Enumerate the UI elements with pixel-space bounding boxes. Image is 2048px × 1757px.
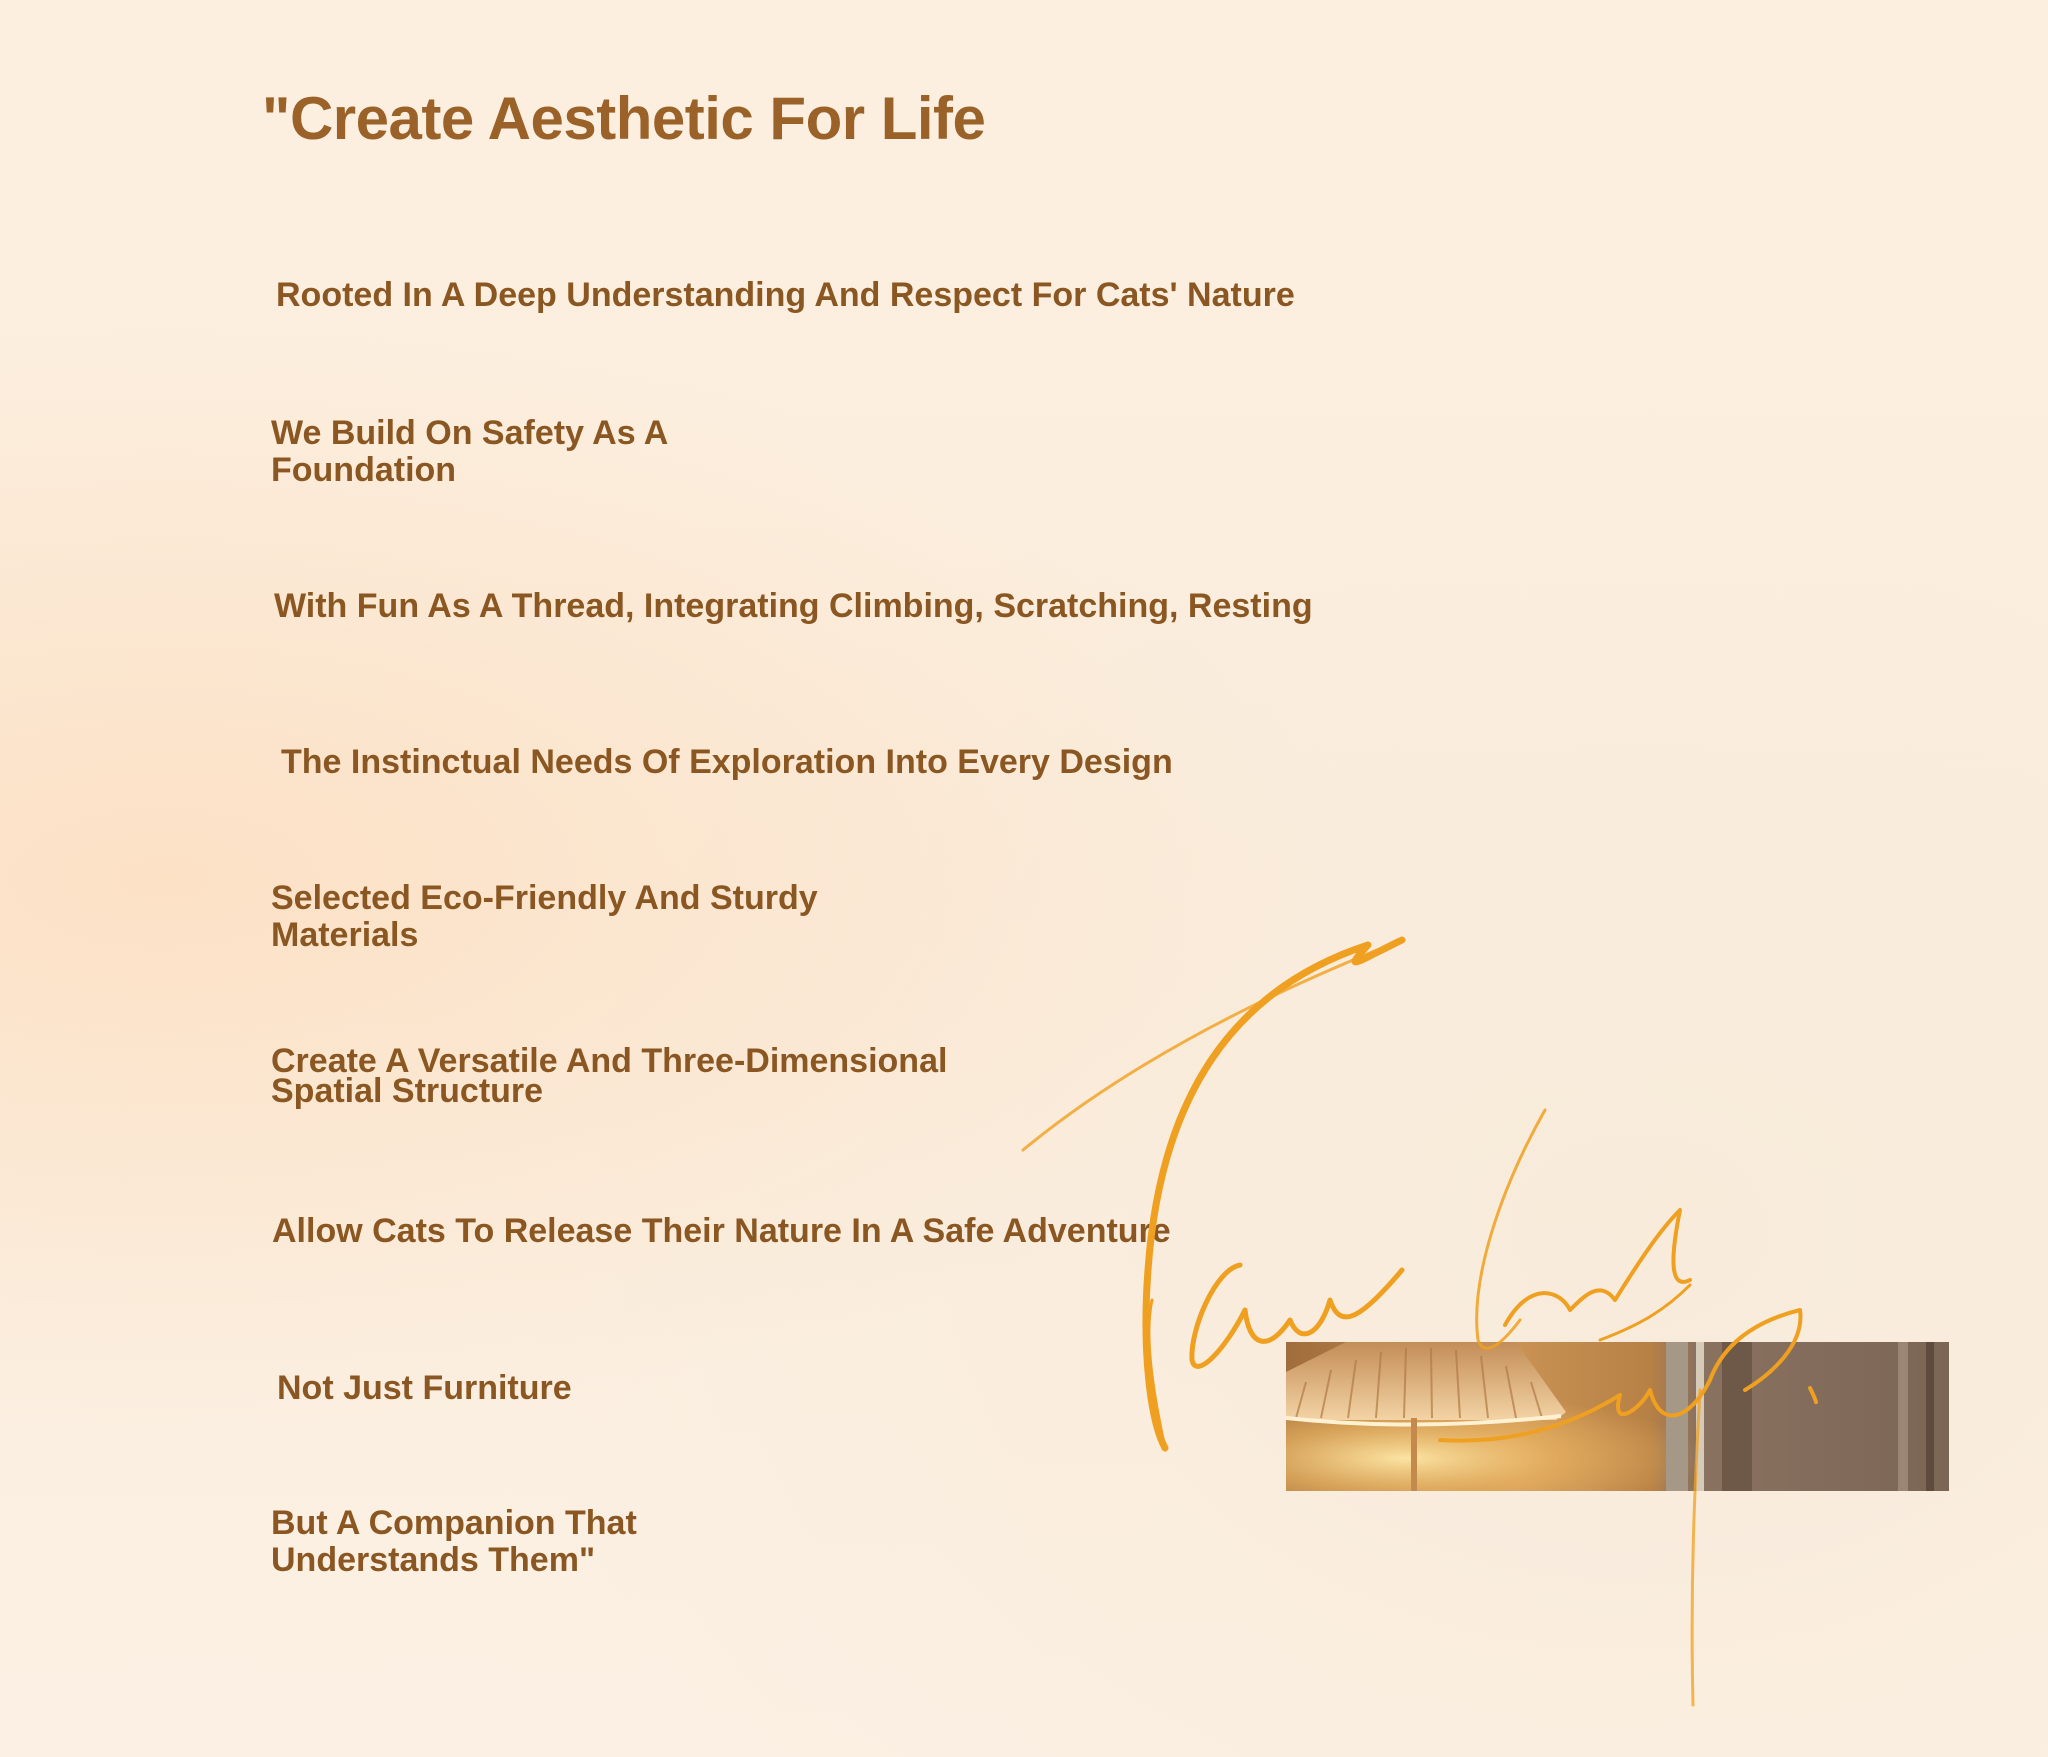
text-line-adventure: Allow Cats To Release Their Nature In A Safe Adventure — [272, 1212, 1171, 1250]
text-line-instinct: The Instinctual Needs Of Exploration Into Every Design — [281, 743, 1173, 781]
page-title: "Create Aesthetic For Life — [262, 85, 986, 152]
text-line-nature: Rooted In A Deep Understanding And Respect For Cats' Nature — [276, 276, 1295, 314]
text-line-furniture: Not Just Furniture — [277, 1369, 572, 1407]
text-line-companion: But A Companion That Understands Them" — [271, 1504, 637, 1579]
lamp-photo-image — [1286, 1342, 1949, 1491]
text-line-fun: With Fun As A Thread, Integrating Climbing, Scratching, Resting — [274, 587, 1313, 625]
text-line-structure: Create A Versatile And Three-Dimensional Spatial Structure — [271, 1042, 948, 1110]
text-line-safety: We Build On Safety As A Foundation — [271, 414, 669, 489]
text-line-materials: Selected Eco-Friendly And Sturdy Materials — [271, 879, 818, 954]
lamp-photo — [1286, 1342, 1949, 1491]
